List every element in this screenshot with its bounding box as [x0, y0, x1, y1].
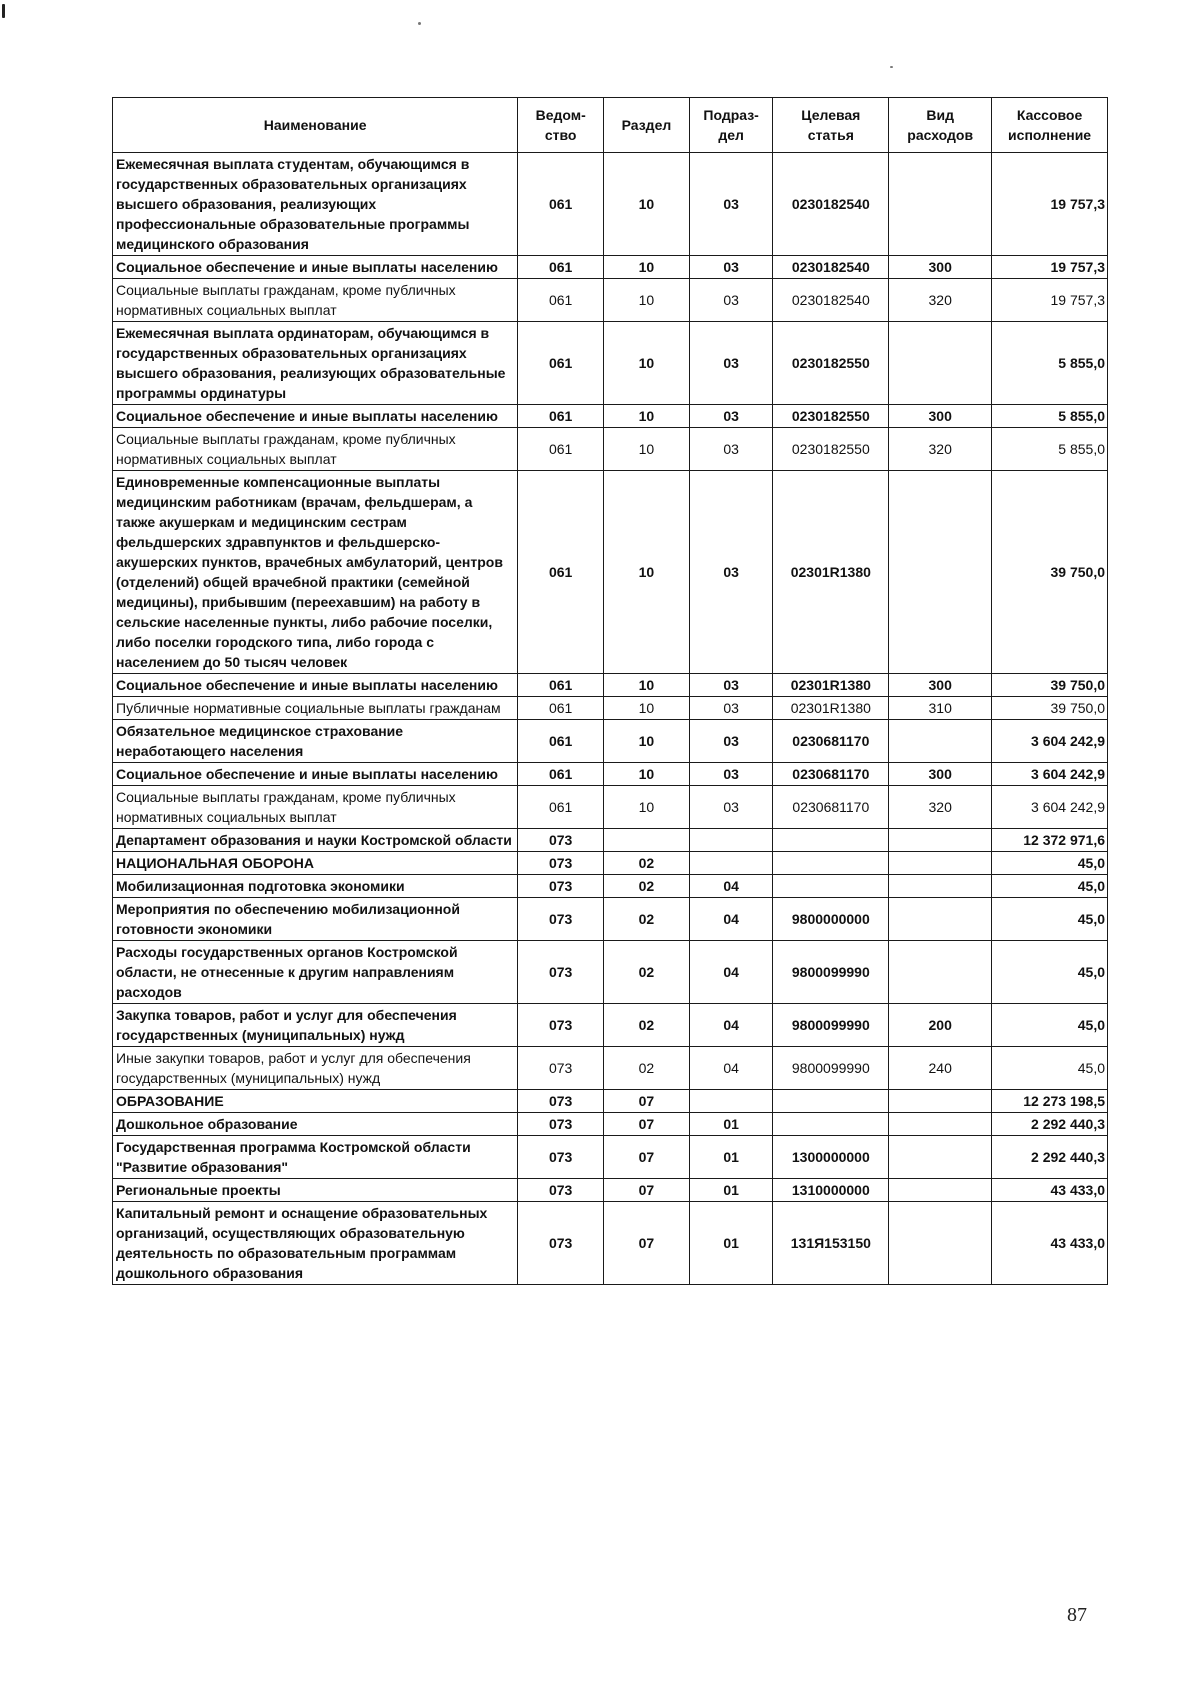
- cell-vid-rashodov: [889, 852, 992, 875]
- cell-vid-rashodov: 240: [889, 1047, 992, 1090]
- cell-kassovoe-ispolnenie: 5 855,0: [992, 428, 1108, 471]
- cell-podrazdel: 03: [689, 720, 773, 763]
- cell-name: НАЦИОНАЛЬНАЯ ОБОРОНА: [113, 852, 518, 875]
- table-row: [113, 898, 1108, 941]
- cell-vedomstvo: 073: [518, 1113, 604, 1136]
- header-vid-rashodov: Вид расходов: [889, 98, 992, 153]
- cell-celevaya-statya: [773, 1090, 889, 1113]
- cell-kassovoe-ispolnenie: 39 750,0: [992, 697, 1108, 720]
- cell-razdel: 10: [604, 674, 690, 697]
- cell-vid-rashodov: 300: [889, 763, 992, 786]
- cell-kassovoe-ispolnenie: 45,0: [992, 875, 1108, 898]
- cell-vedomstvo: 073: [518, 1004, 604, 1047]
- cell-celevaya-statya: 0230182550: [773, 322, 889, 405]
- cell-kassovoe-ispolnenie: 3 604 242,9: [992, 763, 1108, 786]
- cell-vid-rashodov: [889, 875, 992, 898]
- cell-name: Социальные выплаты гражданам, кроме публичных нормативных социальных выплат: [113, 428, 518, 471]
- page-number: 87: [1067, 1604, 1087, 1626]
- table-row: [113, 428, 1108, 471]
- table-row: [113, 829, 1108, 852]
- cell-kassovoe-ispolnenie: 45,0: [992, 941, 1108, 1004]
- cell-razdel: 10: [604, 471, 690, 674]
- cell-name: Дошкольное образование: [113, 1113, 518, 1136]
- cell-razdel: 07: [604, 1113, 690, 1136]
- cell-vid-rashodov: 300: [889, 674, 992, 697]
- cell-celevaya-statya: 9800099990: [773, 1047, 889, 1090]
- cell-podrazdel: 01: [689, 1136, 773, 1179]
- cell-razdel: 10: [604, 153, 690, 256]
- cell-razdel: 10: [604, 786, 690, 829]
- cell-kassovoe-ispolnenie: 45,0: [992, 1004, 1108, 1047]
- header-vedomstvo: Ведом-ство: [518, 98, 604, 153]
- cell-celevaya-statya: [773, 852, 889, 875]
- cell-celevaya-statya: 9800099990: [773, 1004, 889, 1047]
- cell-vid-rashodov: [889, 1136, 992, 1179]
- cell-name: Социальное обеспечение и иные выплаты населению: [113, 256, 518, 279]
- cell-kassovoe-ispolnenie: 19 757,3: [992, 256, 1108, 279]
- cell-vid-rashodov: [889, 1113, 992, 1136]
- table-body: [113, 153, 1108, 1285]
- cell-vid-rashodov: [889, 941, 992, 1004]
- cell-podrazdel: 03: [689, 153, 773, 256]
- cell-kassovoe-ispolnenie: 3 604 242,9: [992, 786, 1108, 829]
- cell-vedomstvo: 073: [518, 1136, 604, 1179]
- cell-celevaya-statya: 1310000000: [773, 1179, 889, 1202]
- cell-vid-rashodov: 320: [889, 428, 992, 471]
- cell-vedomstvo: 073: [518, 875, 604, 898]
- table-row: [113, 1004, 1108, 1047]
- cell-razdel: 02: [604, 941, 690, 1004]
- cell-name: Обязательное медицинское страхование неработающего населения: [113, 720, 518, 763]
- header-podrazdel: Подраз-дел: [689, 98, 773, 153]
- cell-podrazdel: 04: [689, 941, 773, 1004]
- cell-podrazdel: 04: [689, 875, 773, 898]
- cell-razdel: 10: [604, 697, 690, 720]
- cell-vid-rashodov: 320: [889, 279, 992, 322]
- table-row: [113, 720, 1108, 763]
- cell-vid-rashodov: [889, 829, 992, 852]
- cell-celevaya-statya: 1300000000: [773, 1136, 889, 1179]
- table-row: [113, 941, 1108, 1004]
- cell-kassovoe-ispolnenie: 5 855,0: [992, 322, 1108, 405]
- cell-vid-rashodov: 320: [889, 786, 992, 829]
- table-row: [113, 1047, 1108, 1090]
- cell-celevaya-statya: [773, 1113, 889, 1136]
- cell-vid-rashodov: 300: [889, 405, 992, 428]
- cell-kassovoe-ispolnenie: 43 433,0: [992, 1202, 1108, 1285]
- cell-celevaya-statya: 0230681170: [773, 763, 889, 786]
- cell-vid-rashodov: [889, 898, 992, 941]
- cell-celevaya-statya: 0230681170: [773, 786, 889, 829]
- cell-vedomstvo: 061: [518, 405, 604, 428]
- cell-vedomstvo: 061: [518, 256, 604, 279]
- cell-razdel: 07: [604, 1090, 690, 1113]
- cell-celevaya-statya: 9800099990: [773, 941, 889, 1004]
- cell-vid-rashodov: 310: [889, 697, 992, 720]
- cell-celevaya-statya: 131Я153150: [773, 1202, 889, 1285]
- cell-vid-rashodov: [889, 153, 992, 256]
- table-row: [113, 279, 1108, 322]
- cell-vid-rashodov: 300: [889, 256, 992, 279]
- cell-podrazdel: [689, 829, 773, 852]
- cell-kassovoe-ispolnenie: 45,0: [992, 852, 1108, 875]
- cell-kassovoe-ispolnenie: 12 273 198,5: [992, 1090, 1108, 1113]
- cell-name: Капитальный ремонт и оснащение образовательных организаций, осуществляющих образовательную деятельность по образовательным программам дошкольного образования: [113, 1202, 518, 1285]
- cell-name: ОБРАЗОВАНИЕ: [113, 1090, 518, 1113]
- cell-kassovoe-ispolnenie: 39 750,0: [992, 674, 1108, 697]
- cell-celevaya-statya: 02301R1380: [773, 674, 889, 697]
- cell-celevaya-statya: 02301R1380: [773, 471, 889, 674]
- cell-podrazdel: 03: [689, 674, 773, 697]
- cell-name: Социальные выплаты гражданам, кроме публичных нормативных социальных выплат: [113, 279, 518, 322]
- cell-podrazdel: 01: [689, 1179, 773, 1202]
- scan-speck: [2, 4, 5, 18]
- cell-razdel: 10: [604, 428, 690, 471]
- cell-celevaya-statya: 0230182550: [773, 428, 889, 471]
- table-row: [113, 153, 1108, 256]
- cell-name: Мобилизационная подготовка экономики: [113, 875, 518, 898]
- table-row: [113, 1136, 1108, 1179]
- cell-kassovoe-ispolnenie: 2 292 440,3: [992, 1136, 1108, 1179]
- table-row: [113, 1202, 1108, 1285]
- table-row: [113, 674, 1108, 697]
- table-row: [113, 875, 1108, 898]
- cell-razdel: 10: [604, 720, 690, 763]
- cell-name: Закупка товаров, работ и услуг для обеспечения государственных (муниципальных) нужд: [113, 1004, 518, 1047]
- cell-kassovoe-ispolnenie: 43 433,0: [992, 1179, 1108, 1202]
- table-row: [113, 405, 1108, 428]
- cell-razdel: 10: [604, 256, 690, 279]
- cell-name: Публичные нормативные социальные выплаты гражданам: [113, 697, 518, 720]
- cell-celevaya-statya: 0230182540: [773, 279, 889, 322]
- cell-podrazdel: 04: [689, 1004, 773, 1047]
- table-row: [113, 322, 1108, 405]
- header-name: Наименование: [113, 98, 518, 153]
- cell-razdel: [604, 829, 690, 852]
- cell-celevaya-statya: 0230681170: [773, 720, 889, 763]
- cell-podrazdel: 01: [689, 1202, 773, 1285]
- cell-vedomstvo: 073: [518, 941, 604, 1004]
- cell-podrazdel: 04: [689, 1047, 773, 1090]
- cell-name: Социальное обеспечение и иные выплаты населению: [113, 763, 518, 786]
- cell-podrazdel: 03: [689, 428, 773, 471]
- cell-vid-rashodov: [889, 471, 992, 674]
- table-row: [113, 852, 1108, 875]
- cell-kassovoe-ispolnenie: 12 372 971,6: [992, 829, 1108, 852]
- cell-name: Департамент образования и науки Костромской области: [113, 829, 518, 852]
- cell-vedomstvo: 061: [518, 428, 604, 471]
- cell-podrazdel: [689, 852, 773, 875]
- cell-podrazdel: [689, 1090, 773, 1113]
- cell-name: Ежемесячная выплата студентам, обучающимся в государственных образовательных организациях высшего образования, реализующих профессиональные образовательные программы медицинского образования: [113, 153, 518, 256]
- cell-vid-rashodov: 200: [889, 1004, 992, 1047]
- cell-razdel: 07: [604, 1202, 690, 1285]
- cell-razdel: 02: [604, 852, 690, 875]
- cell-kassovoe-ispolnenie: 3 604 242,9: [992, 720, 1108, 763]
- cell-celevaya-statya: 9800000000: [773, 898, 889, 941]
- cell-podrazdel: 03: [689, 256, 773, 279]
- cell-celevaya-statya: 0230182540: [773, 153, 889, 256]
- cell-name: Расходы государственных органов Костромской области, не отнесенные к другим направлениям расходов: [113, 941, 518, 1004]
- budget-table: [112, 97, 1108, 1285]
- header-kassovoe-ispolnenie: Кассовое исполнение: [992, 98, 1108, 153]
- cell-vid-rashodov: [889, 720, 992, 763]
- table-row: [113, 1179, 1108, 1202]
- table-row: [113, 697, 1108, 720]
- cell-celevaya-statya: [773, 829, 889, 852]
- cell-razdel: 10: [604, 405, 690, 428]
- table-row: [113, 763, 1108, 786]
- cell-razdel: 02: [604, 1004, 690, 1047]
- cell-razdel: 02: [604, 1047, 690, 1090]
- cell-podrazdel: 04: [689, 898, 773, 941]
- table-row: [113, 256, 1108, 279]
- scan-speck: [890, 66, 893, 68]
- cell-vedomstvo: 061: [518, 697, 604, 720]
- cell-name: Социальное обеспечение и иные выплаты населению: [113, 405, 518, 428]
- cell-name: Единовременные компенсационные выплаты медицинским работникам (врачам, фельдшерам, а также акушеркам и медицинским сестрам фельдшерских здравпунктов и фельдшерско-акушерских пунктов, врачебных амбулаторий, центров (отделений) общей врачебной практики (семейной медицины), прибывшим (переехавшим) на работу в сельские населенные пункты, либо рабочие поселки, либо поселки городского типа, либо города с населением до 50 тысяч человек: [113, 471, 518, 674]
- cell-podrazdel: 03: [689, 279, 773, 322]
- cell-vedomstvo: 061: [518, 674, 604, 697]
- cell-vedomstvo: 061: [518, 279, 604, 322]
- cell-vedomstvo: 061: [518, 786, 604, 829]
- cell-name: Социальные выплаты гражданам, кроме публичных нормативных социальных выплат: [113, 786, 518, 829]
- cell-celevaya-statya: [773, 875, 889, 898]
- cell-vedomstvo: 061: [518, 471, 604, 674]
- cell-podrazdel: 03: [689, 405, 773, 428]
- cell-kassovoe-ispolnenie: 45,0: [992, 1047, 1108, 1090]
- cell-name: Иные закупки товаров, работ и услуг для обеспечения государственных (муниципальных) нужд: [113, 1047, 518, 1090]
- cell-vedomstvo: 061: [518, 720, 604, 763]
- cell-vedomstvo: 073: [518, 852, 604, 875]
- cell-razdel: 07: [604, 1179, 690, 1202]
- cell-vedomstvo: 061: [518, 322, 604, 405]
- cell-kassovoe-ispolnenie: 5 855,0: [992, 405, 1108, 428]
- cell-kassovoe-ispolnenie: 2 292 440,3: [992, 1113, 1108, 1136]
- cell-podrazdel: 03: [689, 786, 773, 829]
- cell-vid-rashodov: [889, 1179, 992, 1202]
- cell-kassovoe-ispolnenie: 19 757,3: [992, 153, 1108, 256]
- cell-kassovoe-ispolnenie: 45,0: [992, 898, 1108, 941]
- cell-vedomstvo: 073: [518, 1179, 604, 1202]
- cell-vedomstvo: 073: [518, 1047, 604, 1090]
- cell-podrazdel: 03: [689, 697, 773, 720]
- cell-vid-rashodov: [889, 322, 992, 405]
- cell-podrazdel: 03: [689, 322, 773, 405]
- cell-razdel: 02: [604, 898, 690, 941]
- cell-name: Региональные проекты: [113, 1179, 518, 1202]
- scan-speck: [418, 22, 421, 25]
- cell-vid-rashodov: [889, 1090, 992, 1113]
- cell-razdel: 07: [604, 1136, 690, 1179]
- cell-name: Ежемесячная выплата ординаторам, обучающимся в государственных образовательных организациях высшего образования, реализующих образовательные программы ординатуры: [113, 322, 518, 405]
- cell-celevaya-statya: 0230182550: [773, 405, 889, 428]
- cell-razdel: 02: [604, 875, 690, 898]
- cell-vedomstvo: 073: [518, 1202, 604, 1285]
- cell-vedomstvo: 073: [518, 829, 604, 852]
- cell-vid-rashodov: [889, 1202, 992, 1285]
- table-row: [113, 471, 1108, 674]
- cell-podrazdel: 01: [689, 1113, 773, 1136]
- cell-vedomstvo: 073: [518, 1090, 604, 1113]
- cell-podrazdel: 03: [689, 471, 773, 674]
- cell-name: Государственная программа Костромской области "Развитие образования": [113, 1136, 518, 1179]
- cell-celevaya-statya: 0230182540: [773, 256, 889, 279]
- table-row: [113, 786, 1108, 829]
- cell-razdel: 10: [604, 322, 690, 405]
- header-razdel: Раздел: [604, 98, 690, 153]
- table-row: [113, 1090, 1108, 1113]
- table-row: [113, 1113, 1108, 1136]
- cell-vedomstvo: 061: [518, 153, 604, 256]
- cell-razdel: 10: [604, 763, 690, 786]
- cell-name: Социальное обеспечение и иные выплаты населению: [113, 674, 518, 697]
- cell-celevaya-statya: 02301R1380: [773, 697, 889, 720]
- table-header-row: [113, 98, 1108, 153]
- cell-vedomstvo: 073: [518, 898, 604, 941]
- cell-name: Мероприятия по обеспечению мобилизационной готовности экономики: [113, 898, 518, 941]
- cell-podrazdel: 03: [689, 763, 773, 786]
- cell-kassovoe-ispolnenie: 19 757,3: [992, 279, 1108, 322]
- cell-vedomstvo: 061: [518, 763, 604, 786]
- cell-razdel: 10: [604, 279, 690, 322]
- cell-kassovoe-ispolnenie: 39 750,0: [992, 471, 1108, 674]
- header-celevaya-statya: Целевая статья: [773, 98, 889, 153]
